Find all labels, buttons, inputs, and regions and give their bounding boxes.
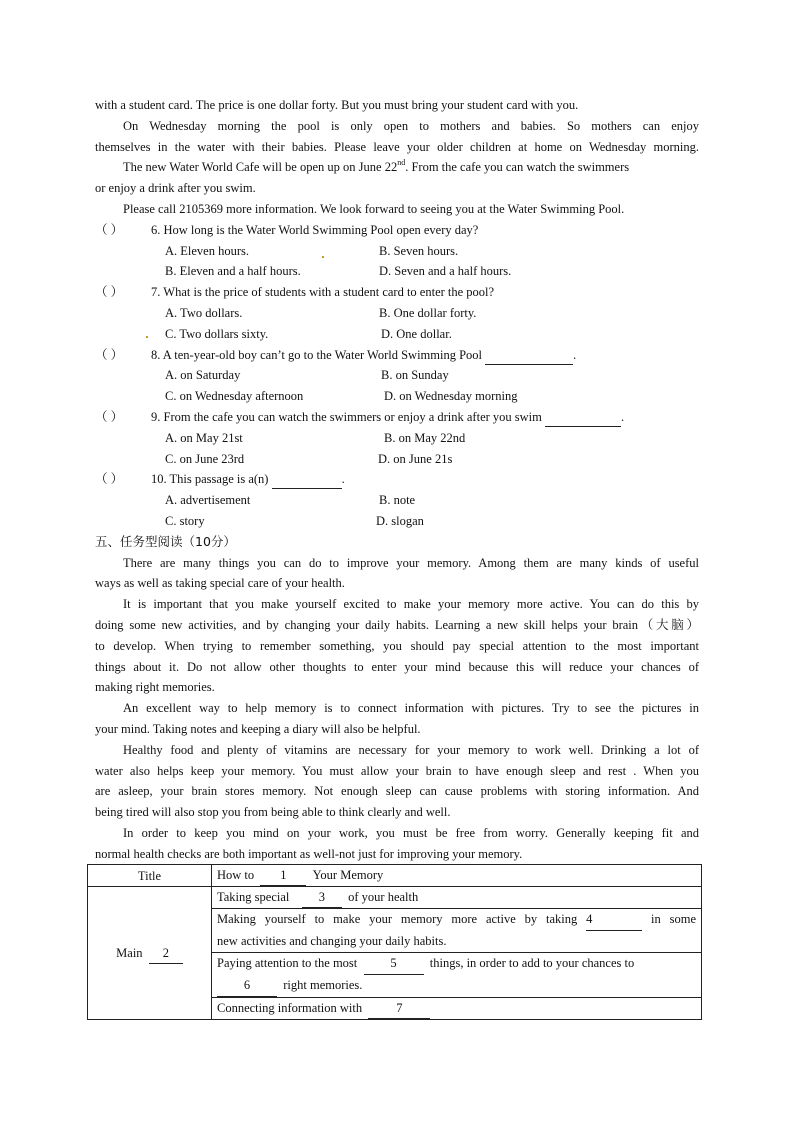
- detail-cell: Connecting information with 7: [212, 998, 702, 1020]
- detail-cell: Taking special 3 of your health: [212, 887, 702, 909]
- answer-blank-2[interactable]: 2: [149, 943, 183, 964]
- passage-line: Please call 2105369 more information. We look forward to seeing you at the Water Swimming Pool.: [123, 202, 625, 216]
- question-stem: 6. How long is the Water World Swimming Pool open every day?: [151, 223, 479, 237]
- option-c: B. Eleven and a half hours.: [165, 264, 301, 278]
- detail-cell: Making yourself to make your memory more active by taking 4 in some new activities and changing your daily habits.: [212, 909, 702, 953]
- option-c: C. Two dollars sixty.: [165, 327, 269, 341]
- option-c: C. story: [165, 514, 205, 528]
- answer-blank[interactable]: [272, 470, 342, 489]
- answer-blank[interactable]: [485, 346, 573, 365]
- option-c: C. on Wednesday afternoon: [165, 389, 304, 403]
- passage-line: being tired will also stop you from being able to think clearly and well.: [95, 805, 451, 819]
- option-a: A. on Saturday: [165, 368, 241, 382]
- option-d: D. slogan: [376, 514, 424, 528]
- passage-line: There are many things you can do to improve your memory. Among them are many kinds of useful: [123, 556, 699, 570]
- passage-line: It is important that you make yourself excited to make your memory more active. You can do this by: [123, 597, 699, 611]
- passage-line: water also helps keep your memory. You must allow your brain to have enough sleep and rest . When you: [95, 764, 699, 778]
- answer-paren[interactable]: （ ）: [95, 472, 124, 486]
- option-d: D. Seven and a half hours.: [379, 264, 512, 278]
- option-a: A. Two dollars.: [165, 306, 243, 320]
- option-b: B. note: [379, 493, 416, 507]
- option-c: C. on June 23rd: [165, 452, 245, 466]
- answer-blank-4[interactable]: 4: [586, 909, 642, 931]
- passage-line: your mind. Taking notes and keeping a diary will also be helpful.: [95, 722, 421, 736]
- question-stem: 8. A ten-year-old boy can’t go to the Water World Swimming Pool .: [151, 346, 576, 365]
- passage-line: to develop. When trying to remember something, you should pay special attention to the most important: [95, 639, 699, 653]
- passage-line: things about it. Do not allow other thoughts to enter your mind because this will reduce your chances of: [95, 660, 699, 674]
- title-cell: How to 1 Your Memory: [212, 865, 702, 887]
- option-b: B. Seven hours.: [379, 244, 459, 258]
- option-a: A. advertisement: [165, 493, 251, 507]
- answer-paren[interactable]: （ ）: [95, 410, 124, 424]
- question-stem: 7. What is the price of students with a student card to enter the pool?: [151, 285, 495, 299]
- title-label-cell: Title: [88, 865, 212, 887]
- answer-blank-1[interactable]: 1: [260, 865, 306, 886]
- table-row: [88, 887, 702, 909]
- answer-paren[interactable]: （ ）: [95, 348, 124, 362]
- main-label-cell: Main 2: [88, 887, 212, 1020]
- option-d: D. on June 21s: [378, 452, 453, 466]
- passage-line: ways as well as taking special care of your health.: [95, 576, 345, 590]
- answer-blank-3[interactable]: 3: [302, 887, 342, 908]
- question-stem: 9. From the cafe you can watch the swimmers or enjoy a drink after you swim .: [151, 408, 624, 427]
- option-d: D. on Wednesday morning: [384, 389, 518, 403]
- passage-line: are asleep, your brain stores memory. Not enough sleep can cause problems with storing information. And: [95, 784, 699, 798]
- stray-dot: [146, 336, 148, 338]
- passage-line: On Wednesday morning the pool is only open to mothers and babies. So mothers can enjoy: [123, 119, 699, 133]
- detail-cell: Paying attention to the most 5 things, in order to add to your chances to 6 right memories.: [212, 953, 702, 998]
- passage-line: In order to keep you mind on your work, you must be free from worry. Generally keeping fit and: [123, 826, 699, 840]
- table-row: [88, 865, 702, 887]
- passage-line: Healthy food and plenty of vitamins are necessary for your memory to work well. Drinking a lot of: [123, 743, 699, 757]
- passage-line: The new Water World Cafe will be open up on June 22nd. From the cafe you can watch the swimmers: [123, 157, 630, 174]
- passage-line: or enjoy a drink after you swim.: [95, 181, 256, 195]
- answer-blank-6[interactable]: 6: [217, 975, 277, 997]
- answer-paren[interactable]: （ ）: [95, 285, 124, 299]
- option-b: B. on Sunday: [381, 368, 449, 382]
- stray-dot: [322, 256, 324, 258]
- detail-text: new activities and changing your daily habits.: [217, 934, 447, 948]
- option-a: A. on May 21st: [165, 431, 243, 445]
- question-stem: 10. This passage is a(n) .: [151, 470, 345, 489]
- passage-line: An excellent way to help memory is to connect information with pictures. Try to see the pictures in: [123, 701, 699, 715]
- option-b: B. One dollar forty.: [379, 306, 477, 320]
- answer-blank-5[interactable]: 5: [364, 953, 424, 975]
- section-heading: 五、任务型阅读（10分）: [95, 534, 236, 549]
- option-d: D. One dollar.: [381, 327, 452, 341]
- option-a: A. Eleven hours.: [165, 244, 250, 258]
- passage-line: doing some new activities, and by changing your daily habits. Learning a new skill helps your brain（大脑）: [95, 618, 699, 632]
- passage-line: normal health checks are both important as well-not just for improving your memory.: [95, 847, 523, 861]
- passage-line: with a student card. The price is one dollar forty. But you must bring your student card with you.: [95, 98, 579, 112]
- passage-line: making right memories.: [95, 680, 215, 694]
- task-table: [87, 864, 702, 1020]
- answer-paren[interactable]: （ ）: [95, 223, 124, 237]
- passage-line: themselves in the water with their babies. Please leave your older children at home on Wednesday morning.: [95, 140, 699, 154]
- answer-blank[interactable]: [545, 408, 621, 427]
- option-b: B. on May 22nd: [384, 431, 466, 445]
- answer-blank-7[interactable]: 7: [368, 998, 430, 1019]
